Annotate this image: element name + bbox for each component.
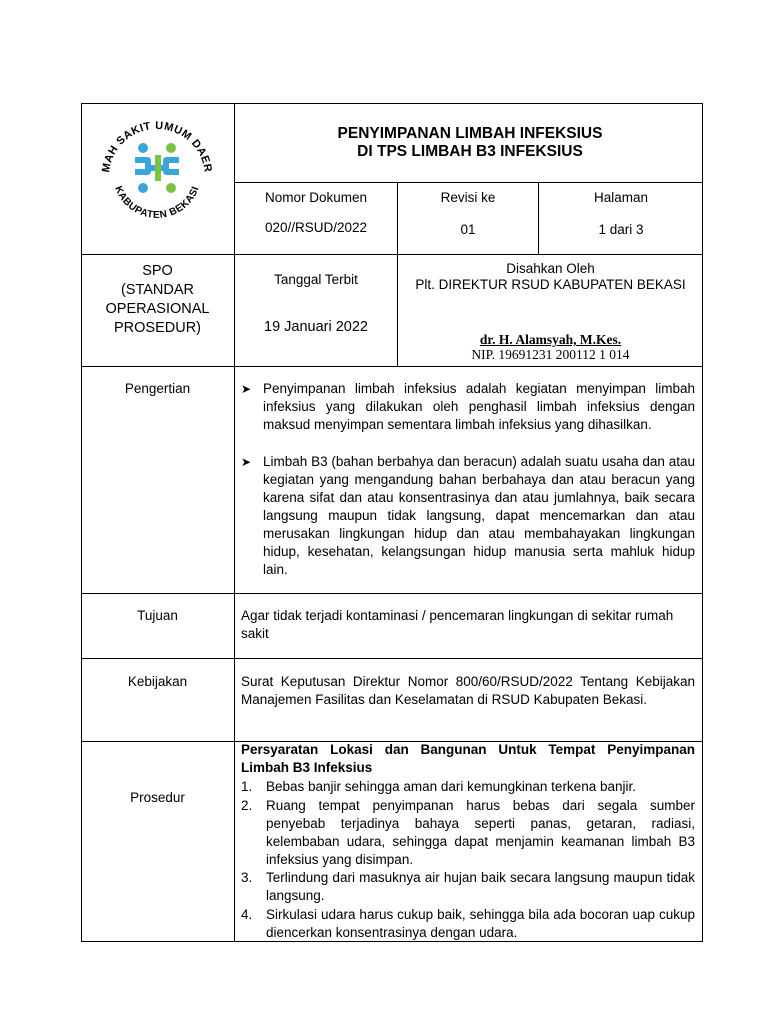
doc-number-value: 020//RSUD/2022 [264,220,368,235]
prosedur-label: Prosedur [130,790,185,805]
pengertian-label: Pengertian [124,381,191,396]
logo-emblem-icon [135,143,179,193]
prosedur-item-number: 2. [241,798,253,813]
pengertian-item [241,380,695,434]
hospital-logo [95,115,219,239]
signer-name: dr. H. Alamsyah, M.Kes. [479,332,622,347]
document-title [300,125,640,161]
prosedur-item-number: 4. [241,907,253,922]
divider-header-title [234,182,703,183]
issue-date-value: 19 Januari 2022 [264,319,368,335]
prosedur-item [241,906,695,942]
arrow-bullet-icon: ➤ [241,455,252,469]
prosedur-item [241,869,695,905]
kebijakan-text: Surat Keputusan Direktur Nomor 800/60/RSUD/2022 Tentang Kebijakan Manajemen Fasilitas dan Keselamatan di RSUD Kabupaten Bekasi. [241,674,695,707]
prosedur-item-text: Bebas banjir sehingga aman dari kemungkinan terkena banjir. [266,779,636,794]
prosedur-item [241,797,695,869]
revision-value: 01 [460,222,476,237]
divider-row-4 [81,658,703,659]
document-title-line2: DI TPS LIMBAH B3 INFEKSIUS [357,143,583,160]
spo-line-1: SPO [142,263,173,279]
kebijakan-label: Kebijakan [127,674,188,689]
svg-text:KABUPATEN BEKASI [112,185,201,221]
svg-text:RUMAH SAKIT UMUM DAERAH [95,115,214,173]
arrow-bullet-icon: ➤ [241,382,252,396]
spo-label [81,262,234,338]
logo-top-text: MAH SAKIT UMUM DAER [100,119,214,174]
tujuan-label: Tujuan [137,608,178,623]
pengertian-item-text: Penyimpanan limbah infeksius adalah kegiatan menyimpan limbah infeksius yang dilakukan oleh penghasil limbah infeksius dengan maksud menyimpan sementara limbah infeksius yang dihasilkan. [263,381,695,432]
tujuan-text: Agar tidak terjadi kontaminasi / pencemaran lingkungan di sekitar rumah sakit [241,608,674,641]
page-label: Halaman [593,190,649,205]
spo-line-2: (STANDAR [120,282,195,298]
prosedur-item-text: Sirkulasi udara harus cukup baik, sehingga bila ada bocoran uap cukup diencerkan konsentrasinya dengan udara. [266,907,695,940]
prosedur-item-number: 3. [241,870,253,885]
prosedur-heading: Persyaratan Lokasi dan Bangunan Untuk Tempat Penyimpanan Limbah B3 Infeksius [241,742,695,775]
spo-line-4: PROSEDUR) [113,320,201,336]
pengertian-item [241,453,695,579]
issue-date-label: Tanggal Terbit [274,272,358,287]
divider-row-2 [81,366,703,367]
divider-row-1 [81,254,703,255]
document-title-line1: PENYIMPANAN LIMBAH INFEKSIUS [337,125,603,142]
divider-row-3 [81,593,703,594]
approved-position: Plt. DIREKTUR RSUD KABUPATEN BEKASI [415,277,686,292]
logo-bottom-text: KABUPATEN BEKASI [112,184,202,221]
revision-label: Revisi ke [440,190,496,205]
prosedur-item-number: 1. [241,779,253,794]
approved-label: Disahkan Oleh [506,261,595,276]
prosedur-item-text: Terlindung dari masuknya air hujan baik secara langsung maupun tidak langsung. [266,870,695,903]
spo-line-3: OPERASIONAL [105,301,210,317]
doc-number-label: Nomor Dokumen [264,190,368,205]
signer-nip: NIP. 19691231 200112 1 014 [471,347,630,362]
pengertian-item-text: Limbah B3 (bahan berbahya dan beracun) adalah suatu usaha dan atau kegiatan yang mengandung bahan berbahaya dan atau beracun yang karena sifat dan atau konsentrasinya dan atau jumlahnya, baik secara langsung maupun tidak langsung, dapat mencemarkan dan atau merusakan lingkungan hidup dan atau membahayakan lingkungan hidup, kesehatan, kelangsungan hidup manusia serta mahluk hidup lain. [263,454,695,577]
prosedur-item [241,778,695,796]
page-value: 1 dari 3 [598,222,644,237]
prosedur-item-text: Ruang tempat penyimpanan harus bebas dari segala sumber penyebab terjadinya bahaya seperti panas, getaran, radiasi, kelembaban udara, sehingga dapat menjamin keamanan limbah B3 infeksius yang disimpan. [266,798,695,867]
